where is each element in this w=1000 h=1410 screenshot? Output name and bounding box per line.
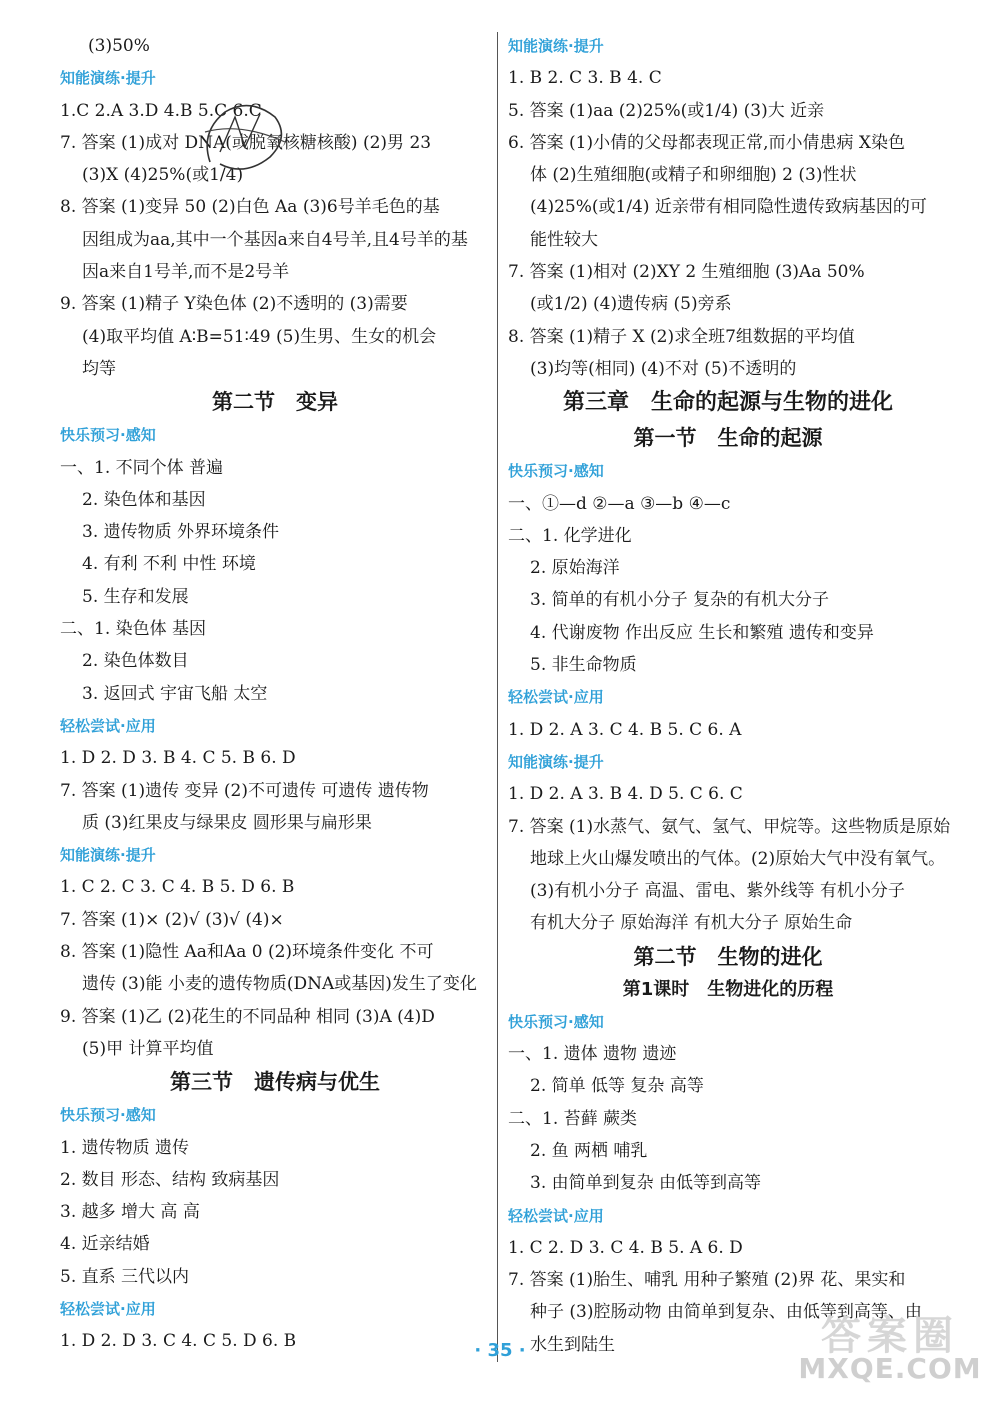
answer-line: 5. 非生命物质: [530, 655, 637, 676]
answer-line: 2. 原始海洋: [530, 558, 620, 579]
section-heading: 知能演练·提升: [60, 69, 156, 88]
section-heading: 知能演练·提升: [508, 37, 604, 55]
answer-line: 3. 简单的有机小分子 复杂的有机大分子: [530, 590, 830, 611]
answer-line: (3)50%: [88, 36, 150, 56]
answer-line: 1. D 2. D 3. C 4. C 5. D 6. B: [60, 1331, 297, 1352]
answer-line: 质 (3)红果皮与绿果皮 圆形果与扁形果: [82, 812, 372, 833]
answer-line: 8. 答案 (1)精子 X (2)求全班7组数据的平均值: [508, 326, 855, 347]
left-column: [60, 30, 490, 1358]
section-heading: 轻松尝试·应用: [60, 716, 156, 735]
answer-line: 2. 染色体数目: [82, 651, 189, 672]
section-heading: 快乐预习·感知: [60, 426, 156, 445]
answer-line: 因组成为aa,其中一个基因a来自4号羊,且4号羊的基: [82, 229, 468, 250]
answer-line: (3)X (4)25%(或1/4): [82, 165, 244, 186]
section-heading: 轻松尝试·应用: [60, 1299, 156, 1318]
answer-line: 1.C 2.A 3.D 4.B 5.C 6.C: [60, 100, 262, 121]
section-heading: 知能演练·提升: [508, 752, 604, 771]
answer-line: 2. 数目 形态、结构 致病基因: [60, 1169, 280, 1190]
answer-line: 二、1. 苔藓 蕨类: [508, 1108, 638, 1129]
answer-line: 二、1. 染色体 基因: [60, 619, 207, 640]
answer-line: (4)取平均值 A∶B=51∶49 (5)生男、生女的机会: [82, 326, 437, 347]
answer-line: 遗传 (3)能 小麦的遗传物质(DNA或基因)发生了变化: [82, 974, 477, 995]
answer-line: 3. 遗传物质 外界环境条件: [82, 522, 280, 543]
answer-line: 8. 答案 (1)变异 50 (2)白色 Aa (3)6号羊毛色的基: [60, 197, 440, 218]
answer-line: 5. 直系 三代以内: [60, 1266, 190, 1287]
answer-line: 3. 由简单到复杂 由低等到高等: [530, 1173, 762, 1194]
site-watermark: [790, 1300, 990, 1405]
answer-line: (3)均等(相同) (4)不对 (5)不透明的: [530, 358, 797, 379]
answer-line: 有机大分子 原始海洋 有机大分子 原始生命: [530, 913, 853, 934]
right-column: [508, 30, 951, 1361]
answer-line: (4)25%(或1/4) 近亲带有相同隐性遗传致病基因的可: [530, 197, 927, 218]
section-heading: 快乐预习·感知: [508, 462, 604, 481]
lesson-subtitle: 第1课时 生物进化的历程: [622, 978, 834, 1000]
section-title: 第一节 生命的起源: [633, 426, 823, 451]
answer-line: 9. 答案 (1)精子 Y染色体 (2)不透明的 (3)需要: [60, 294, 408, 315]
answer-line: 5. 答案 (1)aa (2)25%(或1/4) (3)大 近亲: [508, 100, 825, 121]
section-heading: 轻松尝试·应用: [508, 688, 604, 707]
answer-line: 4. 近亲结婚: [60, 1234, 150, 1255]
answer-line: 3. 越多 增大 高 高: [60, 1202, 200, 1223]
answer-line: 7. 答案 (1)水蒸气、氨气、氢气、甲烷等。这些物质是原始: [508, 816, 951, 837]
section-heading: 知能演练·提升: [60, 846, 156, 865]
answer-line: 水生到陆生: [530, 1334, 615, 1355]
answer-line: 地球上火山爆发喷出的气体。(2)原始大气中没有氧气。: [530, 848, 946, 869]
answer-line: 2. 简单 低等 复杂 高等: [530, 1076, 704, 1097]
answer-line: 1. B 2. C 3. B 4. C: [508, 68, 662, 89]
answer-line: 8. 答案 (1)隐性 Aa和Aa 0 (2)环境条件变化 不可: [60, 942, 434, 963]
answer-line: 1. D 2. A 3. B 4. D 5. C 6. C: [508, 784, 743, 805]
answer-line: 7. 答案 (1)胎生、哺乳 用种子繁殖 (2)界 花、果实和: [508, 1270, 906, 1291]
answer-line: 因a来自1号羊,而不是2号羊: [82, 262, 290, 283]
answer-line: 4. 代谢废物 作出反应 生长和繁殖 遗传和变异: [530, 622, 874, 643]
answer-line: 3. 返回式 宇宙飞船 太空: [82, 683, 268, 704]
answer-line: 一、1. 不同个体 普遍: [60, 457, 224, 478]
answer-line: 体 (2)生殖细胞(或精子和卵细胞) 2 (3)性状: [530, 165, 857, 186]
answer-line: 1. D 2. A 3. C 4. B 5. C 6. A: [508, 719, 742, 740]
answer-line: 7. 答案 (1)成对 DNA(或脱氧核糖核酸) (2)男 23: [60, 132, 432, 153]
answer-line: 均等: [82, 358, 116, 379]
section-heading: 快乐预习·感知: [60, 1106, 156, 1125]
answer-line: (3)有机小分子 高温、雷电、紫外线等 有机小分子: [530, 881, 905, 902]
column-divider: [497, 32, 498, 1362]
answer-line: 6. 答案 (1)小倩的父母都表现正常,而小倩患病 X染色: [508, 132, 906, 153]
watermark-chinese: 答案圈: [821, 1313, 959, 1359]
answer-line: 1. 遗传物质 遗传: [60, 1137, 190, 1158]
watermark-latin: MXQE.COM: [798, 1352, 982, 1385]
section-title: 第三节 遗传病与优生: [170, 1070, 380, 1095]
answer-line: 种子 (3)腔肠动物 由简单到复杂、由低等到高等、由: [530, 1302, 922, 1323]
section-heading: 轻松尝试·应用: [508, 1206, 604, 1225]
answer-line: 一、1. 遗体 遗物 遗迹: [508, 1044, 677, 1065]
page-number: · 35 ·: [474, 1340, 526, 1361]
answer-line: 能性较大: [530, 229, 598, 250]
answer-line: 7. 答案 (1)遗传 变异 (2)不可遗传 可遗传 遗传物: [60, 780, 429, 801]
section-title: 第二节 变异: [212, 390, 338, 415]
answer-line: (或1/2) (4)遗传病 (5)旁系: [530, 294, 732, 315]
section-heading: 快乐预习·感知: [508, 1012, 604, 1031]
answer-line: 5. 生存和发展: [82, 586, 189, 607]
answer-line: 1. D 2. D 3. B 4. C 5. B 6. D: [60, 748, 296, 769]
chapter-title: 第三章 生命的起源与生物的进化: [562, 390, 893, 416]
answer-line: (5)甲 计算平均值: [82, 1038, 214, 1059]
answer-line: 一、①—d ②—a ③—b ④—c: [508, 493, 731, 514]
answer-line: 2. 染色体和基因: [82, 489, 206, 510]
answer-line: 二、1. 化学进化: [508, 525, 632, 546]
section-title: 第二节 生物的进化: [633, 944, 823, 969]
answer-line: 9. 答案 (1)乙 (2)花生的不同品种 相同 (3)A (4)D: [60, 1006, 435, 1027]
answer-line: 7. 答案 (1)× (2)√ (3)√ (4)×: [60, 909, 284, 930]
answer-line: 4. 有利 不利 中性 环境: [82, 554, 256, 575]
answer-line: 7. 答案 (1)相对 (2)XY 2 生殖细胞 (3)Aa 50%: [508, 262, 865, 283]
answer-line: 1. C 2. C 3. C 4. B 5. D 6. B: [60, 877, 295, 898]
answer-line: 1. C 2. D 3. C 4. B 5. A 6. D: [508, 1237, 743, 1258]
answer-line: 2. 鱼 两栖 哺乳: [530, 1140, 648, 1161]
